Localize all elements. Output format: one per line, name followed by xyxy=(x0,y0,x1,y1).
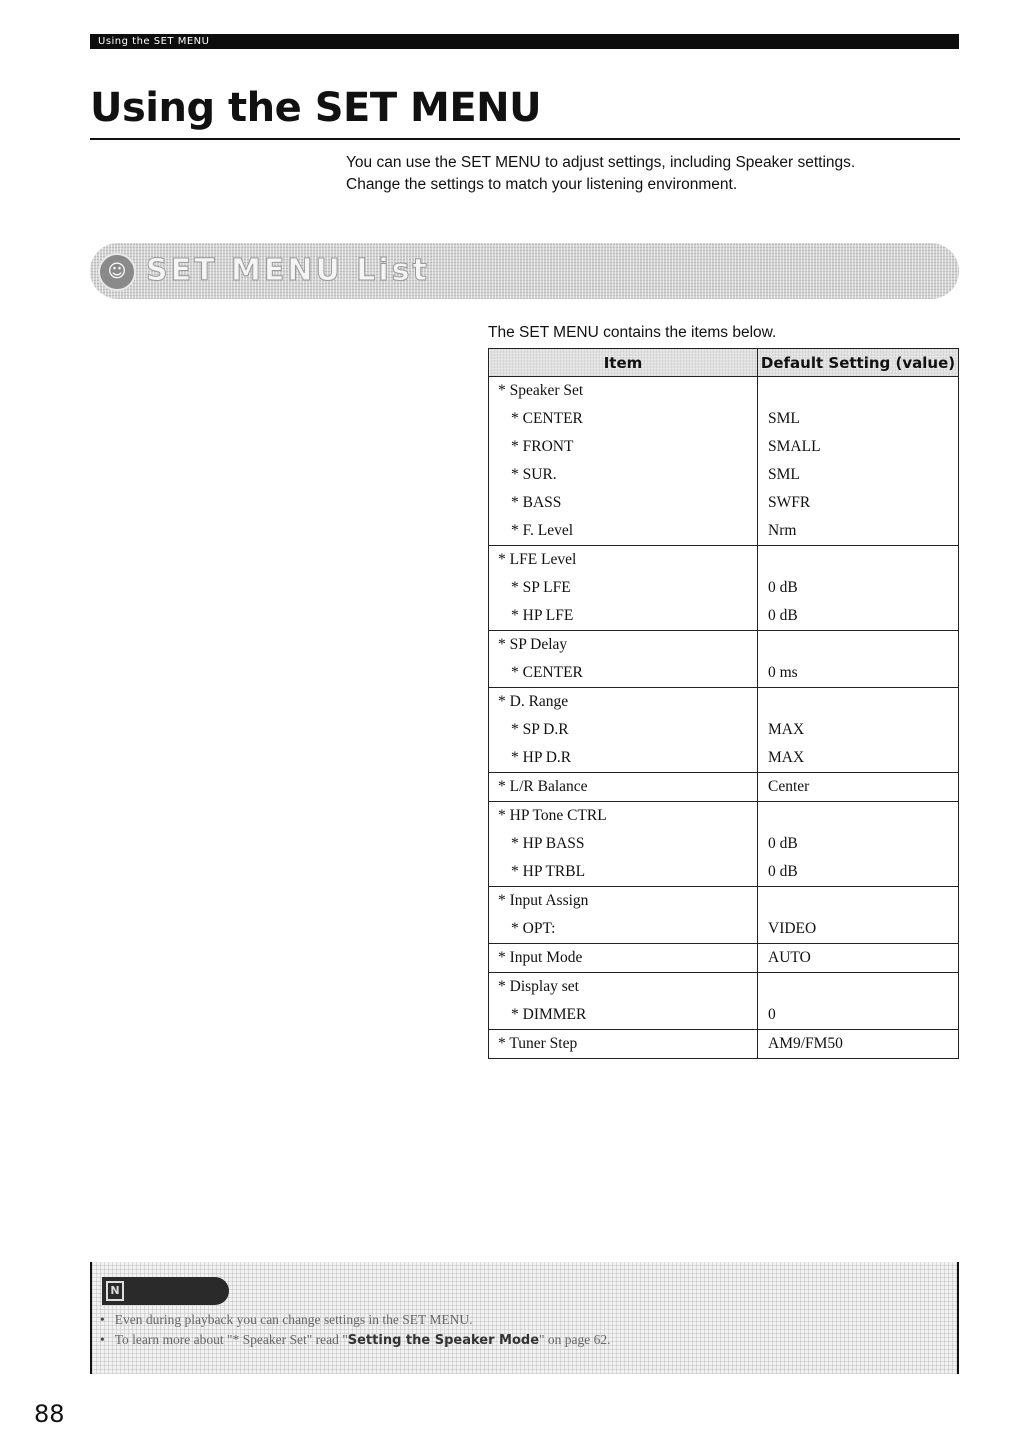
note-item xyxy=(100,1330,950,1351)
item-cell: * Display set xyxy=(489,973,758,1002)
item-cell: * DIMMER xyxy=(489,1001,758,1030)
item-cell: * HP Tone CTRL xyxy=(489,802,758,831)
default-value-cell: Nrm xyxy=(758,517,959,546)
table-row xyxy=(489,944,959,973)
table-row xyxy=(489,631,959,660)
column-header-default: Default Setting (value) xyxy=(758,349,959,377)
title-divider xyxy=(90,138,960,140)
table-row xyxy=(489,716,959,744)
item-cell: * LFE Level xyxy=(489,546,758,575)
item-cell: * SP LFE xyxy=(489,574,758,602)
item-cell: * Input Assign xyxy=(489,887,758,916)
default-value-cell: VIDEO xyxy=(758,915,959,944)
intro-line: You can use the SET MENU to adjust settings, including Speaker settings. xyxy=(346,154,856,171)
item-cell: * SUR. xyxy=(489,461,758,489)
default-value-cell xyxy=(758,887,959,916)
default-value-cell: 0 dB xyxy=(758,830,959,858)
default-value-cell xyxy=(758,631,959,660)
default-value-cell xyxy=(758,546,959,575)
item-cell: * SP Delay xyxy=(489,631,758,660)
table-row xyxy=(489,973,959,1002)
bullet: • xyxy=(100,1332,105,1347)
intro-paragraph xyxy=(346,152,966,196)
default-value-cell: AM9/FM50 xyxy=(758,1030,959,1059)
default-value-cell: MAX xyxy=(758,744,959,773)
default-value-cell: SWFR xyxy=(758,489,959,517)
item-cell: * Input Mode xyxy=(489,944,758,973)
set-menu-table xyxy=(488,348,959,1059)
table-row xyxy=(489,461,959,489)
item-cell: * D. Range xyxy=(489,688,758,717)
default-value-cell xyxy=(758,973,959,1002)
running-header-text: Using the SET MENU xyxy=(98,36,210,47)
table-row xyxy=(489,1001,959,1030)
default-value-cell: MAX xyxy=(758,716,959,744)
table-row xyxy=(489,915,959,944)
table-row xyxy=(489,887,959,916)
item-cell: * FRONT xyxy=(489,433,758,461)
note-tab xyxy=(102,1277,229,1305)
table-row xyxy=(489,517,959,546)
note-text: " on page 62. xyxy=(539,1332,611,1347)
table-row xyxy=(489,489,959,517)
item-cell: * HP D.R xyxy=(489,744,758,773)
default-value-cell: 0 dB xyxy=(758,574,959,602)
default-value-cell: SMALL xyxy=(758,433,959,461)
default-value-cell: AUTO xyxy=(758,944,959,973)
table-row xyxy=(489,405,959,433)
item-cell: * HP BASS xyxy=(489,830,758,858)
item-cell: * CENTER xyxy=(489,405,758,433)
table-row xyxy=(489,802,959,831)
bullet: • xyxy=(100,1312,105,1327)
item-cell: * HP TRBL xyxy=(489,858,758,887)
item-cell: * OPT: xyxy=(489,915,758,944)
default-value-cell: SML xyxy=(758,461,959,489)
table-row xyxy=(489,773,959,802)
item-cell: * BASS xyxy=(489,489,758,517)
default-value-cell xyxy=(758,802,959,831)
item-cell: * HP LFE xyxy=(489,602,758,631)
table-row xyxy=(489,602,959,631)
intro-line: Change the settings to match your listening environment. xyxy=(346,176,738,193)
note-list xyxy=(100,1310,950,1351)
section-title: SET MENU List xyxy=(146,253,430,288)
note-text: To learn more about "* Speaker Set" read " xyxy=(114,1332,348,1347)
table-row xyxy=(489,377,959,406)
default-value-cell: SML xyxy=(758,405,959,433)
table-row xyxy=(489,1030,959,1059)
default-value-cell xyxy=(758,688,959,717)
item-cell: * F. Level xyxy=(489,517,758,546)
speaker-face-icon: ☺ xyxy=(98,253,136,291)
item-cell: * Tuner Step xyxy=(489,1030,758,1059)
default-value-cell: 0 dB xyxy=(758,858,959,887)
page-title: Using the SET MENU xyxy=(90,85,542,131)
table-row xyxy=(489,433,959,461)
table-row xyxy=(489,858,959,887)
table-row xyxy=(489,830,959,858)
note-box xyxy=(90,1262,959,1374)
column-header-item: Item xyxy=(489,349,758,377)
cross-reference-link[interactable]: Setting the Speaker Mode xyxy=(347,1333,540,1348)
item-cell: * Speaker Set xyxy=(489,377,758,406)
item-cell: * CENTER xyxy=(489,659,758,688)
table-body xyxy=(489,377,959,1059)
note-text: Even during playback you can change settings in the SET MENU. xyxy=(114,1312,473,1327)
default-value-cell: Center xyxy=(758,773,959,802)
section-banner xyxy=(90,243,959,299)
item-cell: * L/R Balance xyxy=(489,773,758,802)
table-row xyxy=(489,744,959,773)
running-header xyxy=(90,34,959,49)
table-row xyxy=(489,574,959,602)
default-value-cell: 0 ms xyxy=(758,659,959,688)
table-row xyxy=(489,659,959,688)
default-value-cell: 0 dB xyxy=(758,602,959,631)
note-icon: N xyxy=(106,1281,124,1301)
default-value-cell xyxy=(758,377,959,406)
table-row xyxy=(489,546,959,575)
page-number: 88 xyxy=(34,1400,65,1428)
item-cell: * SP D.R xyxy=(489,716,758,744)
default-value-cell: 0 xyxy=(758,1001,959,1030)
note-item xyxy=(100,1310,950,1330)
table-header-row xyxy=(489,349,959,377)
table-row xyxy=(489,688,959,717)
table-intro: The SET MENU contains the items below. xyxy=(488,324,777,341)
